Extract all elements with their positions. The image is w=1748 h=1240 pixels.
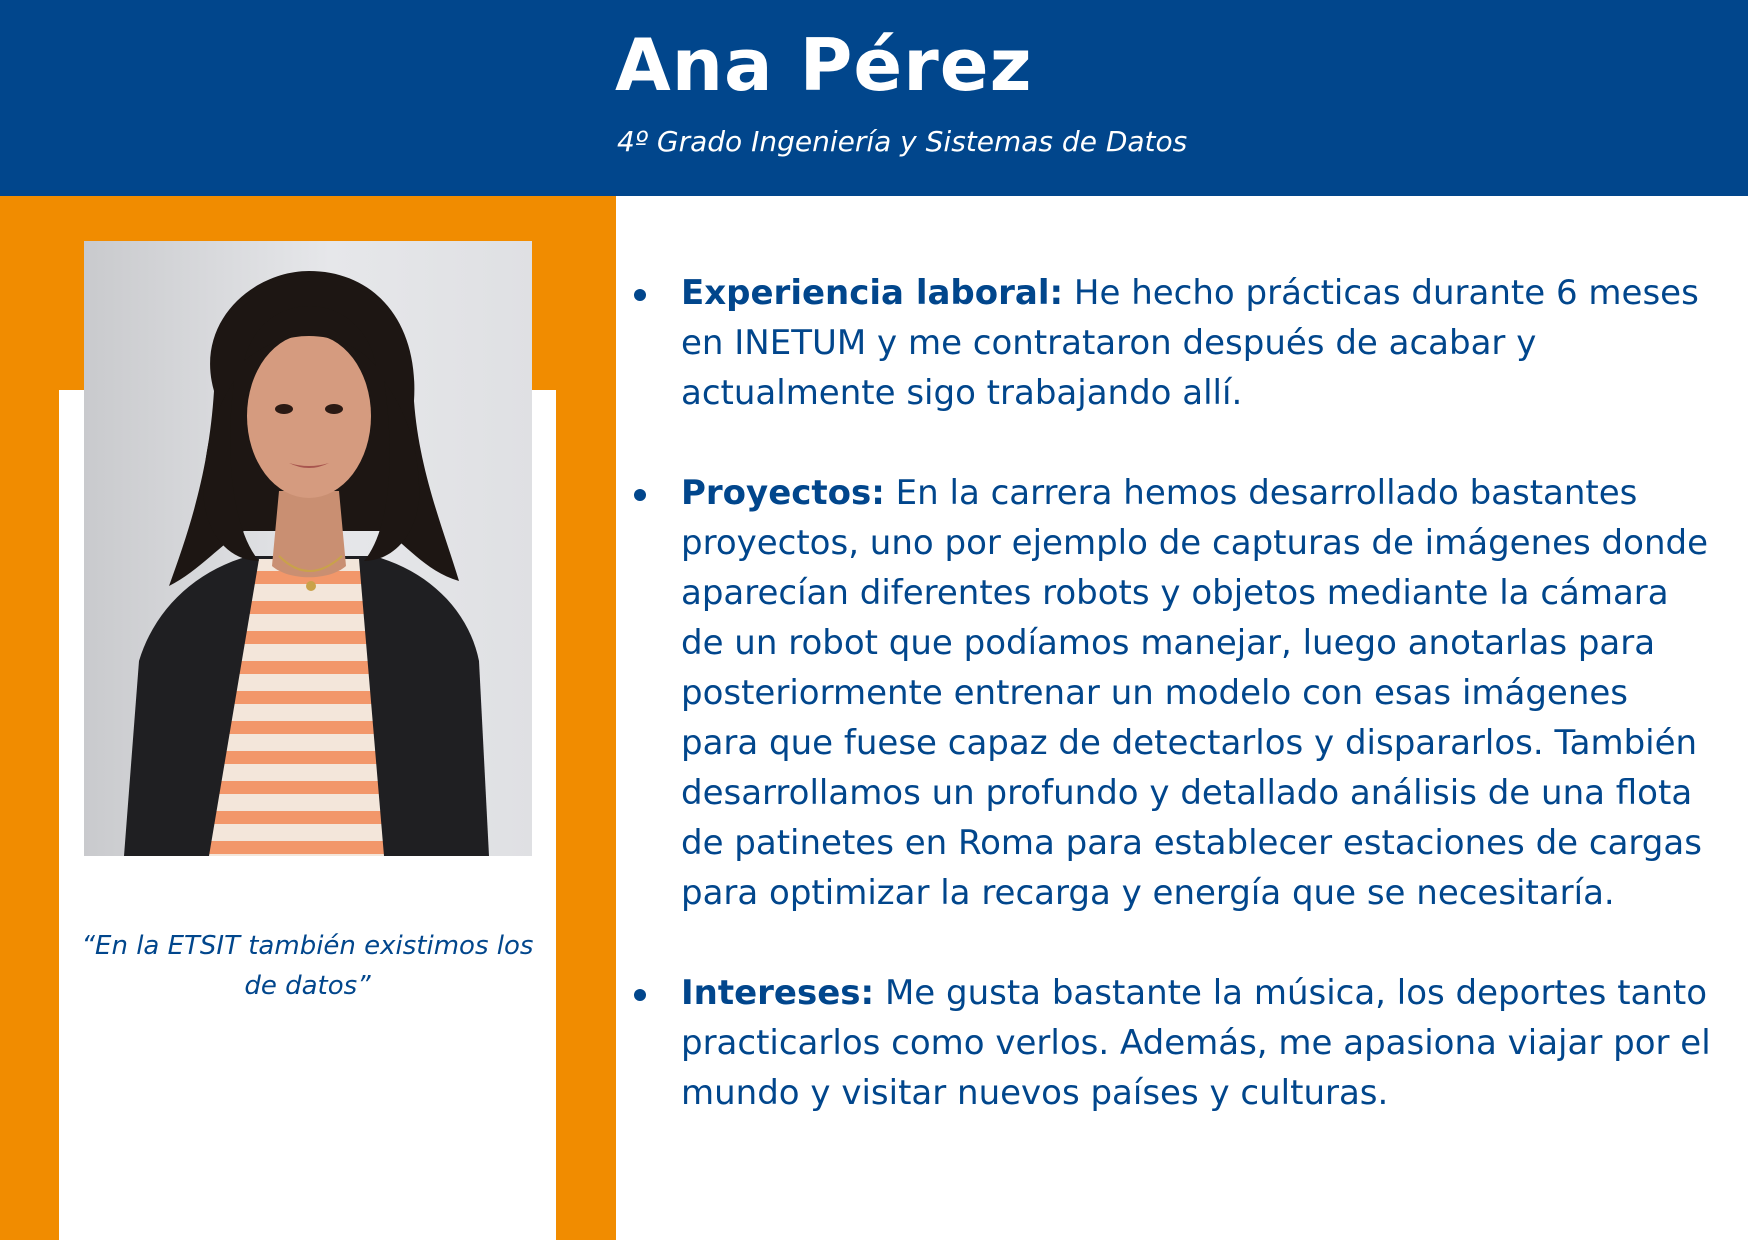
bullet-icon	[634, 989, 646, 1001]
degree-subtitle: 4º Grado Ingeniería y Sistemas de Datos	[617, 125, 1188, 158]
section-experience	[620, 268, 1715, 418]
profile-sections	[620, 268, 1730, 1168]
bullet-icon	[634, 489, 646, 501]
section-label: Experiencia laboral:	[681, 273, 1064, 313]
profile-quote: “En la ETSIT también existimos los de datos”	[81, 931, 534, 1001]
section-projects	[620, 468, 1715, 918]
portrait-photo	[84, 241, 532, 856]
bullet-icon	[634, 289, 646, 301]
section-label: Intereses:	[681, 973, 875, 1013]
section-label: Proyectos:	[681, 473, 885, 513]
section-text: En la carrera hemos desarrollado bastantes proyectos, uno por ejemplo de capturas de imágenes donde aparecían diferentes robots y objetos mediante la cámara de un robot que podíamos manejar, luego anotarlas para posteriormente entrenar un modelo con esas imágenes para que fuese capaz de detectarlos y dispararlos. También desarrollamos un profundo y detallado análisis de una flota de patinetes en Roma para establecer estaciones de cargas para optimizar la recarga y energía que se necesitaría.	[681, 473, 1708, 913]
section-text: He hecho prácticas durante 6 meses en INETUM y me contrataron después de acabar y actualmente sigo trabajando allí.	[681, 273, 1699, 413]
section-interests	[620, 968, 1715, 1118]
portrait-illustration	[84, 241, 532, 856]
section-text: Me gusta bastante la música, los deportes tanto practicarlos como verlos. Además, me apasiona viajar por el mundo y visitar nuevos países y culturas.	[681, 973, 1711, 1113]
person-name: Ana Pérez	[615, 23, 1033, 107]
header-banner	[0, 0, 1748, 196]
